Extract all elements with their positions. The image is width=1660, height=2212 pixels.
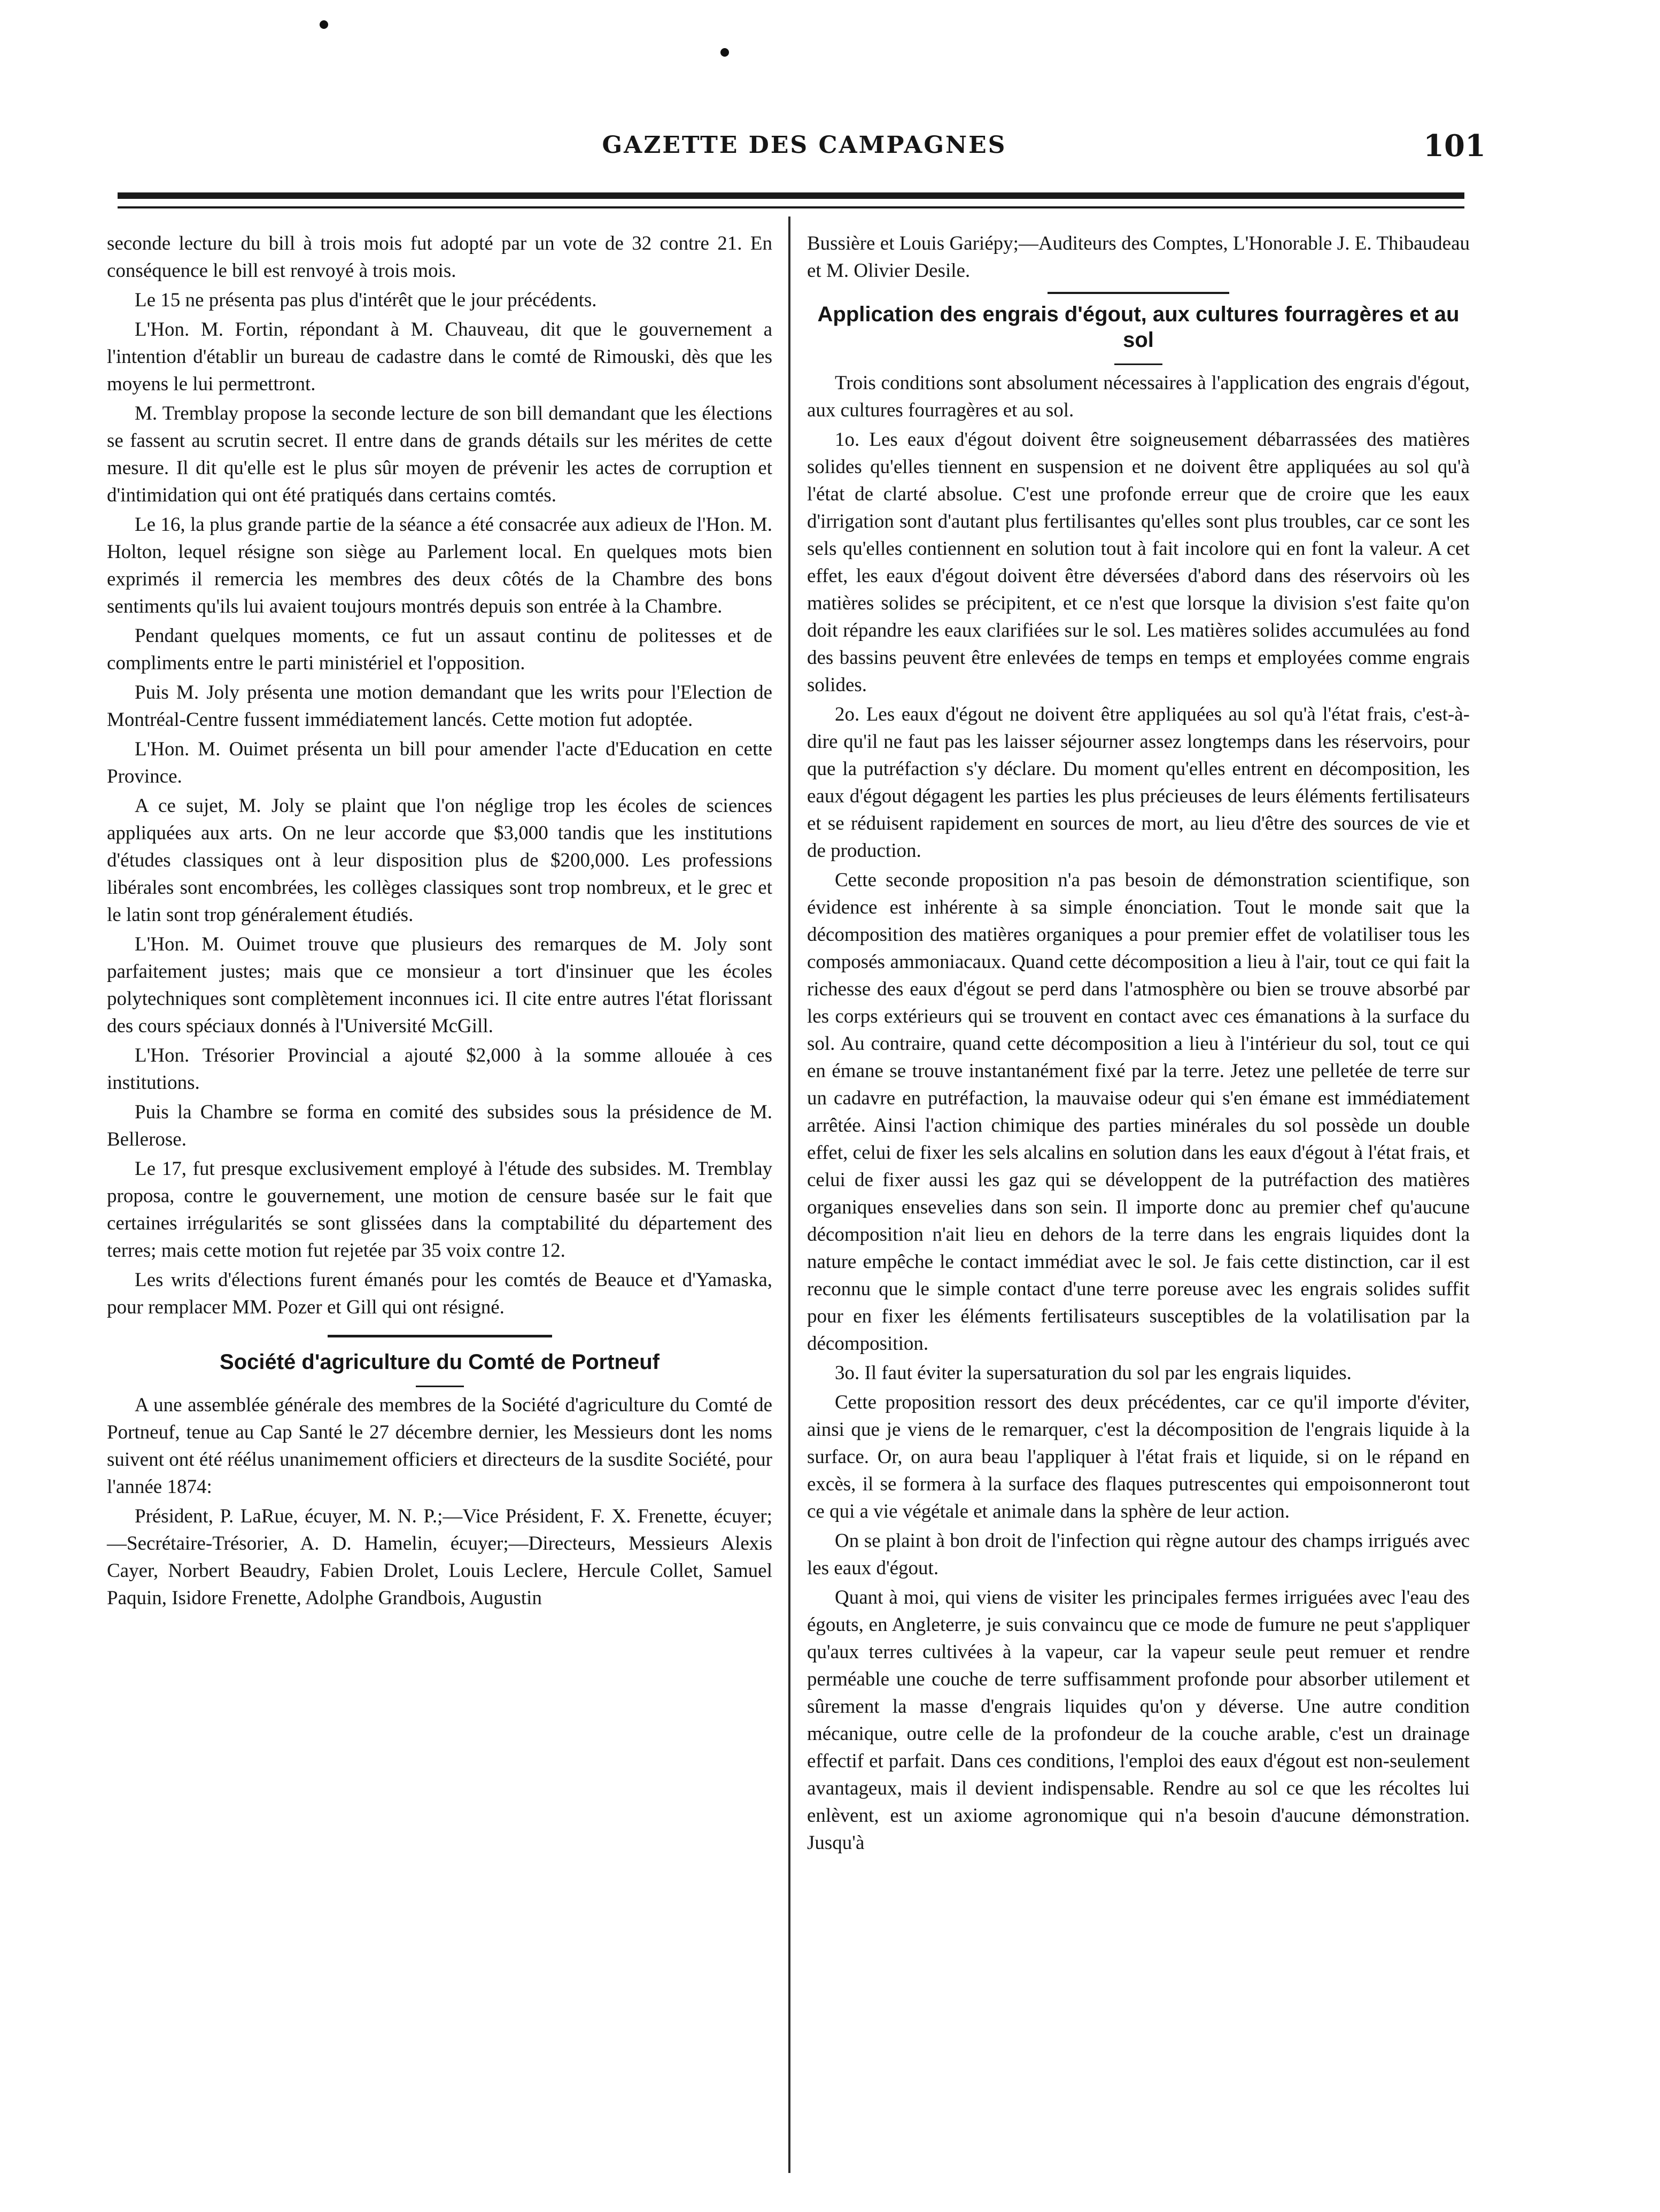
section-divider [1048,292,1229,294]
paragraph: 1o. Les eaux d'égout doivent être soigneusement débarrassées des matières solides qu'elles tiennent en suspension et ne doivent être appliquées au sol qu'à l'état de clarté absolue. C'est une profonde erreur que de croire que les eaux d'irrigation sont d'autant plus fertilisantes qu'elles sont plus troubles, car ce sont les sels qu'elles contiennent en solution tout à fait incolore qui en font la valeur. A cet effet, les eaux d'égout doivent être déversées d'abord dans des réservoirs où les matières solides se précipitent, et ce n'est que lorsque la division s'est faite qu'on doit répandre les eaux clarifiées sur le sol. Les matières solides accumulées au fond des bassins peuvent être enlevées de temps en temps et employées comme engrais solides. [807,429,1470,696]
page-number: 101 [1423,128,1486,164]
masthead-title: GAZETTE DES CAMPAGNES [602,132,1007,159]
column-divider [788,216,790,2173]
paragraph: Trois conditions sont absolument nécessaires à l'application des engrais d'égout, aux cultures fourragères et au sol. [807,372,1470,421]
paragraph: Le 15 ne présenta pas plus d'intérêt que le jour précédents. [135,289,597,311]
paragraph: M. Tremblay propose la seconde lecture de son bill demandant que les élections se fassent au scrutin secret. Il entre dans de grands détails sur les mérites de cette mesure. Il dit qu'elle est le plus sûr moyen de prévenir les actes de corruption et d'intimidation qui ont été pratiqués dans certains comtés. [107,403,772,506]
paragraph: On se plaint à bon droit de l'infection qui règne autour des champs irrigués avec les eaux d'égout. [807,1530,1470,1579]
header-rule-thick [118,192,1464,199]
paragraph: L'Hon. M. Ouimet trouve que plusieurs des remarques de M. Joly sont parfaitement justes; mais que ce monsieur a tort d'insinuer que les écoles polytechniques sont complètement inconnues ici. Il cite entre autres l'état florissant des cours spéciaux donnés à l'Université McGill. [107,933,772,1037]
paragraph: 2o. Les eaux d'égout ne doivent être appliquées au sol qu'à l'état frais, c'est-à-dire qu'il ne faut pas les laisser séjourner assez longtemps dans les réservoirs, pour que la putréfaction s'y déclare. Du moment qu'elles entrent en décomposition, les eaux d'égout dégagent les parties les plus précieuses de leurs éléments fertilisateurs et se réduisent rapidement en sources de mort, au lieu d'être des sources de vie et de production. [807,703,1470,862]
ink-speck [720,48,729,57]
section-divider [328,1335,552,1337]
right-column [807,230,1470,1859]
header-rule-thin [118,206,1464,208]
heading-underline [1114,363,1162,365]
paragraph: Quant à moi, qui viens de visiter les principales fermes irriguées avec l'eau des égouts, en Angleterre, je suis convaincu que ce mode de fumure ne peut s'appliquer qu'aux terres cultivées à la vapeur, car la vapeur seule peut remuer et rendre perméable une couche de terre suffisamment profonde pour absorber utilement et sûrement la masse d'engrais liquides qu'on y déverse. Une autre condition mécanique, outre celle de la profondeur de la couche arable, c'est un drainage effectif et parfait. Dans ces conditions, l'emploi des eaux d'égout est non-seulement avantageux, mais il devient indispensable. Rendre au sol ce que les récoltes lui enlèvent, est un axiome agronomique qui n'a besoin d'aucune démonstration. Jusqu'à [807,1587,1470,1854]
paragraph: L'Hon. Trésorier Provincial a ajouté $2,000 à la somme allouée à ces institutions. [107,1045,772,1094]
section-heading-engrais: Application des engrais d'égout, aux cultures fourragères et au sol [817,303,1460,352]
paragraph: Puis M. Joly présenta une motion demandant que les writs pour l'Election de Montréal-Centre fussent immédiatement lancés. Cette motion fut adoptée. [107,682,772,731]
page-header [123,128,1486,176]
paragraph: A une assemblée générale des membres de la Société d'agriculture du Comté de Portneuf, tenue au Cap Santé le 27 décembre dernier, les Messieurs dont les noms suivent ont été réélus unanimement officiers et directeurs de la susdite Société, pour l'année 1874: [107,1394,772,1498]
paragraph: Les writs d'élections furent émanés pour les comtés de Beauce et d'Yamaska, pour remplacer MM. Pozer et Gill qui ont résigné. [107,1269,772,1318]
ink-speck [320,20,328,29]
paragraph: Pendant quelques moments, ce fut un assaut continu de politesses et de compliments entre le parti ministériel et l'opposition. [107,625,772,674]
paragraph: Le 17, fut presque exclusivement employé à l'étude des subsides. M. Tremblay proposa, contre le gouvernement, une motion de censure basée sur le fait que certaines irrégularités se sont glissées dans la comptabilité du département des terres; mais cette motion fut rejetée par 35 voix contre 12. [107,1158,772,1262]
paragraph: Le 16, la plus grande partie de la séance a été consacrée aux adieux de l'Hon. M. Holton, lequel résigne son siège au Parlement local. En quelques mots bien exprimés il remercia les membres des deux côtés de la Chambre des bons sentiments qu'ils lui avaient toujours montrés depuis son entrée à la Chambre. [107,514,772,617]
paragraph: L'Hon. M. Ouimet présenta un bill pour amender l'acte d'Education en cette Province. [107,738,772,787]
paragraph: Cette proposition ressort des deux précédentes, car ce qu'il importe d'éviter, ainsi que je viens de le remarquer, c'est la décomposition de l'engrais liquide à la surface. Or, on aura beau l'appliquer à l'état frais et liquide, si on le répand en excès, il se formera à la surface des flaques putrescentes qui empoisonneront tout ce qui a vie végétale et animale dans la sphère de leur action. [807,1391,1470,1522]
paragraph: L'Hon. M. Fortin, répondant à M. Chauveau, dit que le gouvernement a l'intention d'établir un bureau de cadastre dans le comté de Rimouski, dès que les moyens le lui permettront. [107,319,772,395]
paragraph: A ce sujet, M. Joly se plaint que l'on néglige trop les écoles de sciences appliquées aux arts. On ne leur accorde que $3,000 tandis que les institutions d'études classiques ont à leur disposition plus de $200,000. Les professions libérales sont encombrées, les collèges classiques sont trop nombreux, et le grec et le latin sont trop généralement étudiés. [107,795,772,926]
heading-underline [416,1386,464,1387]
left-column [107,230,772,1614]
paragraph: 3o. Il faut éviter la supersaturation du sol par les engrais liquides. [835,1362,1352,1384]
paragraph: seconde lecture du bill à trois mois fut adopté par un vote de 32 contre 21. En conséquence le bill est renvoyé à trois mois. [107,233,772,282]
section-heading-portneuf: Société d'agriculture du Comté de Portneuf [220,1350,660,1374]
paragraph: Puis la Chambre se forma en comité des subsides sous la présidence de M. Bellerose. [107,1101,772,1150]
paragraph-continuation: Bussière et Louis Gariépy;—Auditeurs des Comptes, L'Honorable J. E. Thibaudeau et M. Olivier Desile. [807,233,1470,282]
paragraph: Cette seconde proposition n'a pas besoin de démonstration scientifique, son évidence est inhérente à sa simple énonciation. Tout le monde sait que la décomposition des matières organiques a pour premier effet de volatiliser tous les composés ammoniacaux. Quand cette décomposition a lieu à l'air, tout ce qui fait la richesse des eaux d'égout se perd dans l'atmosphère ou bien se trouve absorbé par les corps extérieurs qui se trouvent en contact avec ces émanations à la surface du sol. Au contraire, quand cette décomposition a lieu à l'intérieur du sol, tout ce qui en émane se trouve instantanément fixé par la terre. Jetez une pelletée de terre sur un cadavre en putréfaction, la mauvaise odeur qui s'en émane est immédiatement arrêtée. Ainsi l'action chimique des parties minérales du sol possède un double effet, celui de fixer les sels alcalins en solution dans les eaux d'égout à l'état frais, et celui de fixer aussi les gaz qui se développent de la putréfaction des matières organiques ensevelies dans son sein. Il importe donc au premier chef qu'aucune décomposition n'ait lieu en dehors de la terre dans les engrais liquides dont la nature empêche le contact immédiat avec le sol. Je fais cette distinction, car il est reconnu que le simple contact d'une terre poreuse avec les engrais solides suffit pour en fixer les éléments fertilisateurs susceptibles de la volatilisation par la décomposition. [807,869,1470,1355]
paragraph-officers: Président, P. LaRue, écuyer, M. N. P.;—Vice Président, F. X. Frenette, écuyer;—Secrétaire-Trésorier, A. D. Hamelin, écuyer;—Directeurs, Messieurs Alexis Cayer, Norbert Beaudry, Fabien Drolet, Louis Leclere, Hercule Collet, Samuel Paquin, Isidore Frenette, Adolphe Grandbois, Augustin [107,1505,772,1609]
